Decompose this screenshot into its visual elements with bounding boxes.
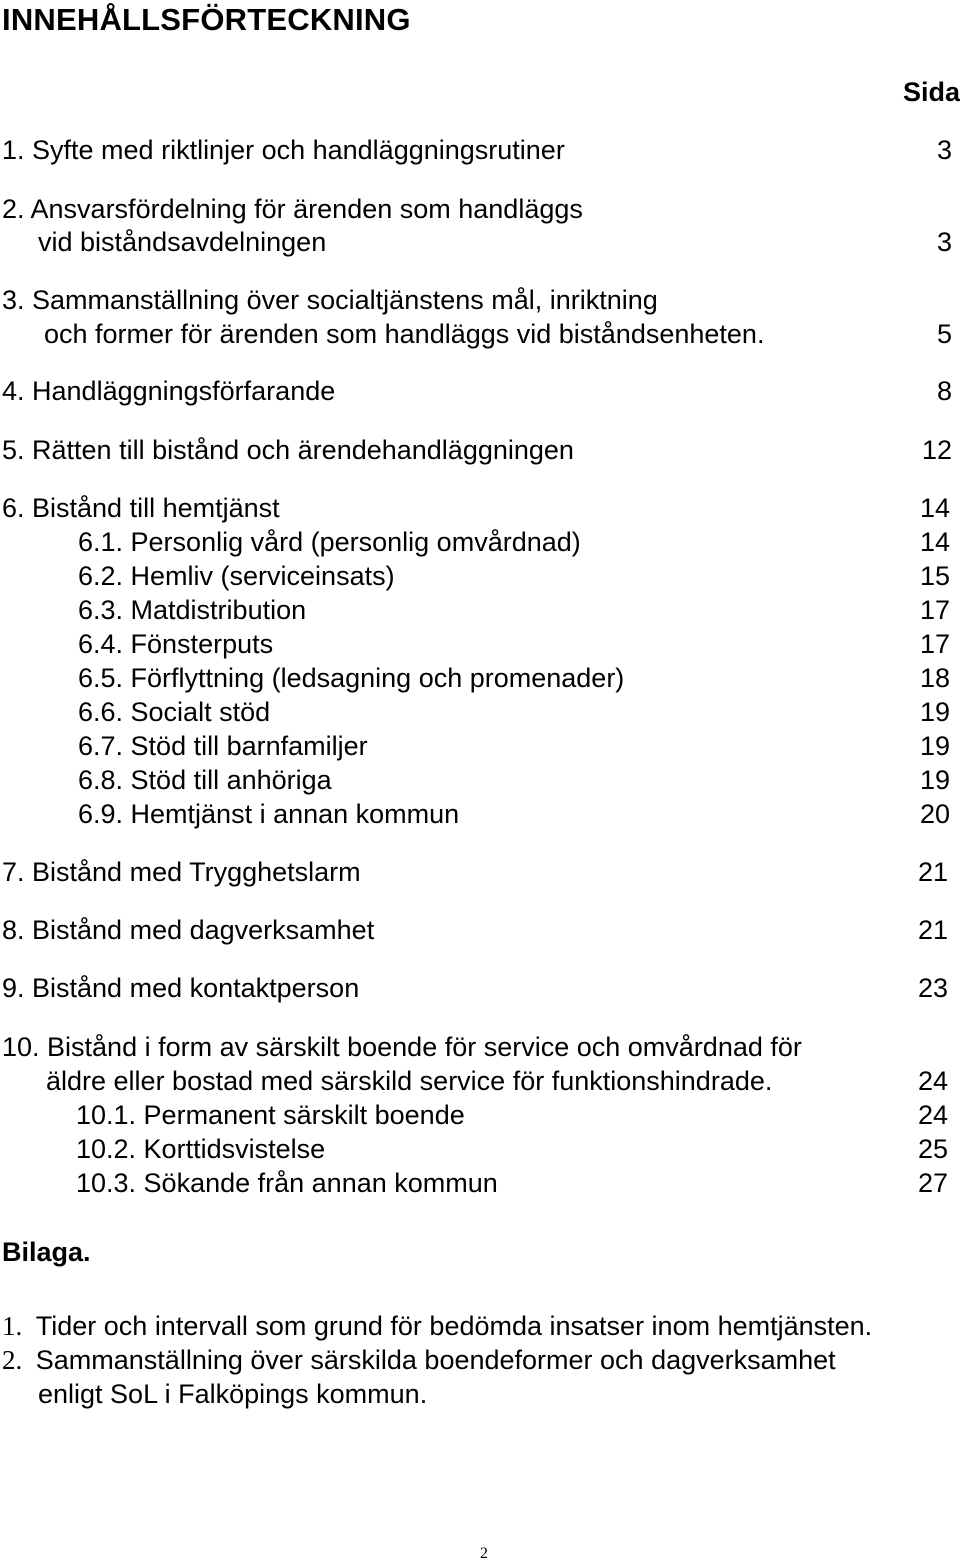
toc-entry-text: 7. Bistånd med Trygghetslarm — [2, 857, 361, 887]
toc-entry-page: 20 — [919, 799, 950, 829]
toc-entry-page: 19 — [919, 765, 950, 795]
appendix-item — [2, 1343, 836, 1377]
toc-entry-page: 17 — [919, 595, 950, 625]
toc-entry-text: 10.2. Korttidsvistelse — [76, 1134, 326, 1164]
toc-entry-text: 8. Bistånd med dagverksamhet — [2, 915, 375, 945]
toc-entry-text: 10.1. Permanent särskilt boende — [76, 1100, 465, 1130]
toc-entry-text: 6.4. Fönsterputs — [78, 629, 274, 659]
page-number: 2 — [480, 1545, 488, 1562]
page-column-label: Sida — [902, 77, 960, 107]
appendix-item-continued: enligt SoL i Falköpings kommun. — [38, 1379, 428, 1409]
toc-entry-page: 21 — [917, 857, 948, 887]
toc-entry-text: vid biståndsavdelningen — [38, 227, 327, 257]
toc-entry-text: och former för ärenden som handläggs vid biståndsenheten. — [44, 319, 765, 349]
appendix-heading: Bilaga. — [2, 1237, 91, 1267]
toc-entry-text: 6.2. Hemliv (serviceinsats) — [78, 561, 395, 591]
toc-entry-page: 19 — [919, 697, 950, 727]
toc-heading: INNEHÅLLSFÖRTECKNING — [2, 2, 411, 37]
toc-entry-text: äldre eller bostad med särskild service för funktionshindrade. — [46, 1066, 773, 1096]
toc-entry-page: 3 — [936, 227, 952, 257]
toc-entry-page: 19 — [919, 731, 950, 761]
appendix-item-text: Sammanställning över särskilda boendeformer och dagverksamhet — [35, 1345, 836, 1375]
appendix-item-text: Tider och intervall som grund för bedömda insatser inom hemtjänsten. — [35, 1311, 873, 1341]
toc-entry-text: 6.7. Stöd till barnfamiljer — [78, 731, 368, 761]
toc-entry-text: 1. Syfte med riktlinjer och handläggningsrutiner — [2, 135, 565, 165]
toc-entry-text: 6.9. Hemtjänst i annan kommun — [78, 799, 460, 829]
toc-entry-text: 6.3. Matdistribution — [78, 595, 307, 625]
appendix-item-number: 2. — [2, 1345, 23, 1375]
toc-entry-page: 3 — [936, 135, 952, 165]
toc-entry-page: 5 — [936, 319, 952, 349]
toc-entry-text: 6.1. Personlig vård (personlig omvårdnad) — [78, 527, 581, 557]
toc-entry-page: 12 — [921, 435, 952, 465]
toc-entry-page: 15 — [919, 561, 950, 591]
toc-entry-page: 24 — [917, 1100, 948, 1130]
toc-entry-text: 3. Sammanställning över socialtjänstens mål, inriktning — [2, 285, 658, 315]
toc-entry-page: 23 — [917, 973, 948, 1003]
toc-entry-text: 10. Bistånd i form av särskilt boende för service och omvårdnad för — [2, 1032, 802, 1062]
toc-entry-page: 21 — [917, 915, 948, 945]
toc-entry-text: 6.6. Socialt stöd — [78, 697, 271, 727]
toc-entry-text: 6.8. Stöd till anhöriga — [78, 765, 332, 795]
toc-entry-page: 18 — [919, 663, 950, 693]
toc-entry-page: 25 — [917, 1134, 948, 1164]
toc-entry-page: 14 — [919, 527, 950, 557]
toc-entry-text: 2. Ansvarsfördelning för ärenden som handläggs — [2, 194, 583, 224]
toc-entry-text: 5. Rätten till bistånd och ärendehandläggningen — [2, 435, 574, 465]
toc-entry-page: 8 — [936, 376, 952, 406]
toc-entry-text: 4. Handläggningsförfarande — [2, 376, 336, 406]
toc-entry-text: 6. Bistånd till hemtjänst — [2, 493, 280, 523]
toc-entry-text: 9. Bistånd med kontaktperson — [2, 973, 360, 1003]
toc-entry-page: 27 — [917, 1168, 948, 1198]
toc-entry-page: 24 — [917, 1066, 948, 1096]
toc-entry-text: 6.5. Förflyttning (ledsagning och promenader) — [78, 663, 625, 693]
toc-entry-page: 17 — [919, 629, 950, 659]
appendix-item-number: 1. — [2, 1311, 23, 1341]
toc-entry-page: 14 — [919, 493, 950, 523]
toc-entry-text: 10.3. Sökande från annan kommun — [76, 1168, 498, 1198]
appendix-item — [2, 1309, 872, 1343]
